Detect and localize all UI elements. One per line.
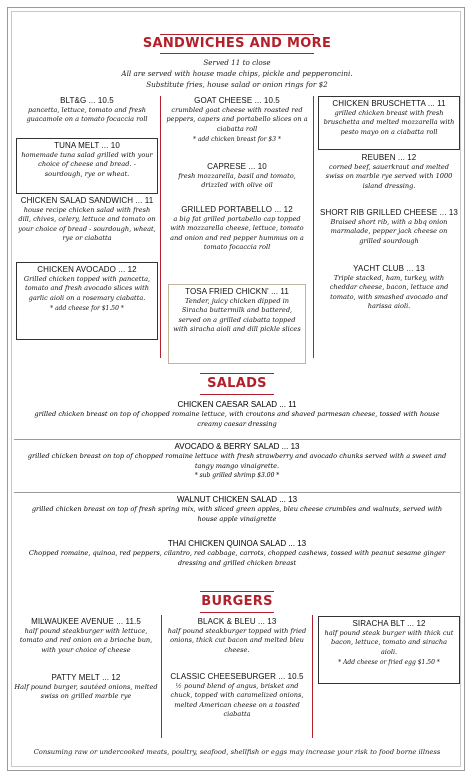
menu-item-short-rib-grilled-cheese xyxy=(320,208,458,246)
item-desc: grilled chicken breast on top of chopped romaine lettuce, with croutons and shaved parmesan cheese, tossed with house creamy caesar dressing xyxy=(34,410,440,428)
menu-item-reuben xyxy=(320,153,458,191)
menu-item-tuna-melt xyxy=(16,138,158,194)
item-name: REUBEN ... 12 xyxy=(361,153,417,162)
menu-item-yacht-club xyxy=(320,264,458,311)
menu-item-siracha-blt xyxy=(318,616,460,684)
item-note: * add cheese for $1.50 * xyxy=(50,304,124,312)
item-desc: house recipe chicken salad with fresh dill, chives, celery, lettuce and tomato on your choice of bread - sourdough, wheat, rye or ciabatta xyxy=(18,206,156,242)
item-desc: pancetta, lettuce, tomato and fresh guacamole on a tomato focaccia roll xyxy=(26,106,148,124)
item-desc: Triple stacked, ham, turkey, with cheddar cheese, bacon, lettuce and tomato, with smashed avocado and harissa aioli. xyxy=(329,274,449,310)
item-desc: Tender, juicy chicken dipped in Siracha buttermilk and battered, served on a grilled ciabatta topped with siracha aioli and dill pickle slices xyxy=(173,297,301,333)
menu-item-goat-cheese xyxy=(166,96,308,144)
item-desc: crumbled goat cheese with roasted red peppers, capers and portabello slices on a ciabatta roll xyxy=(166,106,308,133)
item-name: CHICKEN AVOCADO ... 12 xyxy=(37,265,137,274)
footer-disclaimer: Consuming raw or undercooked meats, poultry, seafood, shellfish or eggs may increase your risk to food borne illness xyxy=(33,748,441,756)
item-name: GOAT CHEESE ... 10.5 xyxy=(194,96,280,105)
menu-item-chicken-bruschetta xyxy=(318,96,460,150)
section-title-sandwiches: SANDWICHES AND MORE xyxy=(142,36,332,51)
item-name: YACHT CLUB ... 13 xyxy=(353,264,425,273)
title-rule-top xyxy=(200,373,274,374)
item-name: BLACK & BLEU ... 13 xyxy=(197,617,277,626)
item-name: CHICKEN SALAD SANDWICH ... 11 xyxy=(20,196,154,205)
column-divider-right xyxy=(313,96,314,358)
item-desc: grilled chicken breast on top of fresh spring mix, with sliced green apples, bleu cheese crumbles and walnuts, served with house apple vinaigrette xyxy=(31,505,443,523)
column-divider-right xyxy=(312,615,313,738)
item-desc: ½ pound blend of angus, brisket and chuck, topped with caramelized onions, melted American cheese on a toasted ciabatta xyxy=(170,682,304,718)
item-desc: corned beef, sauerkraut and melted swiss on marble rye served with 1000 island dressing. xyxy=(325,163,453,190)
title-rule-bottom xyxy=(200,394,274,395)
item-desc: Chopped romaine, quinoa, red peppers, cilantro, red cabbage, carrots, chopped cashews, tossed with peanut sesame ginger dressing and grilled chicken breast xyxy=(28,549,446,567)
item-name: SIRACHA BLT ... 12 xyxy=(352,619,426,628)
item-desc: grilled chicken breast with fresh bruschetta and melted mozzarella with pesto mayo on a ciabatta roll xyxy=(323,109,455,136)
item-name: CAPRESE ... 10 xyxy=(207,162,267,171)
menu-item-chicken-avocado xyxy=(16,262,158,340)
menu-item-chicken-caesar-salad xyxy=(22,400,452,429)
menu-item-thai-chicken-quinoa-salad xyxy=(22,539,452,568)
item-desc: Half pound burger, sautéed onions, melted swiss on grilled marble rye xyxy=(14,683,158,701)
item-name: TUNA MELT ... 10 xyxy=(54,141,120,150)
item-name: AVOCADO & BERRY SALAD ... 13 xyxy=(174,442,300,451)
column-divider-left xyxy=(160,96,161,358)
item-note: * sub grilled shrimp $3.00 * xyxy=(194,472,280,479)
sandwiches-intro-hours: Served 11 to close xyxy=(203,58,271,67)
menu-item-walnut-chicken-salad xyxy=(22,495,452,524)
item-name: CHICKEN BRUSCHETTA ... 11 xyxy=(332,99,446,108)
item-name: GRILLED PORTABELLO ... 12 xyxy=(181,205,293,214)
item-name: PATTY MELT ... 12 xyxy=(51,673,121,682)
item-desc: homemade tuna salad grilled with your choice of cheese and bread. - sourdough, rye or wheat. xyxy=(21,151,153,178)
title-rule-bottom xyxy=(160,53,314,54)
item-desc: grilled chicken breast on top of chopped romaine lettuce with fresh strawberry and avocado chunks served with a sweet and tangy mango vinaigrette. xyxy=(27,452,447,470)
section-title-burgers: BURGERS xyxy=(201,594,273,609)
menu-item-grilled-portabello xyxy=(166,205,308,252)
section-title-salads: SALADS xyxy=(207,376,267,391)
title-rule-top xyxy=(200,591,274,592)
divider xyxy=(14,439,460,440)
menu-item-classic-cheeseburger xyxy=(166,672,308,719)
item-name: SHORT RIB GRILLED CHEESE ... 13 xyxy=(320,208,458,217)
item-desc: half pound steakburger topped with fried onions, thick cut bacon and melted bleu cheese. xyxy=(167,627,307,654)
item-name: WALNUT CHICKEN SALAD ... 13 xyxy=(176,495,298,504)
item-desc: Grilled chicken topped with pancetta, tomato and fresh avocado slices with garlic aioli on a rosemary ciabatta. xyxy=(23,275,151,302)
menu-item-avocado-berry-salad xyxy=(22,442,452,480)
menu-item-black-bleu xyxy=(166,617,308,655)
item-desc: half pound steakburger with lettuce, tomato and red onion on a brioche bun, with your choice of cheese xyxy=(19,627,153,654)
menu-item-blt xyxy=(18,96,156,125)
item-name: BLT&G ... 10.5 xyxy=(60,96,114,105)
item-desc: fresh mozzarella, basil and tomato, drizzled with olive oil xyxy=(178,172,296,190)
item-note: * Add cheese or fried egg $1.50 * xyxy=(338,658,440,666)
sandwiches-intro-sides: All are served with house made chips, pickle and pepperoncini. xyxy=(121,69,353,78)
sandwiches-intro-substitute: Substitute fries, house salad or onion rings for $2 xyxy=(146,80,328,89)
menu-item-caprese xyxy=(166,162,308,191)
item-name: CLASSIC CHEESEBURGER ... 10.5 xyxy=(170,672,304,681)
item-name: TOSA FRIED CHICKN' ... 11 xyxy=(185,287,289,296)
item-name: MILWAUKEE AVENUE ... 11.5 xyxy=(31,617,141,626)
item-desc: a big fat grilled portabello cap topped with mozzarella cheese, lettuce, tomato and onion and red pepper hummus on a tomato focaccia roll xyxy=(170,215,304,251)
menu-item-tosa-fried-chicken xyxy=(168,284,306,364)
item-name: THAI CHICKEN QUINOA SALAD ... 13 xyxy=(167,539,307,548)
menu-item-milwaukee-avenue xyxy=(14,617,158,655)
title-rule-top xyxy=(160,34,314,35)
menu-item-chicken-salad-sandwich xyxy=(18,196,156,243)
divider xyxy=(14,492,460,493)
item-desc: half pound steak burger with thick cut bacon, lettuce, tomato and siracha aioli. xyxy=(324,629,454,656)
column-divider-left xyxy=(161,615,162,738)
item-name: CHICKEN CAESAR SALAD ... 11 xyxy=(177,400,297,409)
item-note: * add chicken breast for $3 * xyxy=(193,135,281,143)
title-rule-bottom xyxy=(200,612,274,613)
item-desc: Braised short rib, with a bbq onion marmalade, pepper jack cheese on grilled sourdough xyxy=(330,218,448,245)
menu-item-patty-melt xyxy=(14,673,158,702)
